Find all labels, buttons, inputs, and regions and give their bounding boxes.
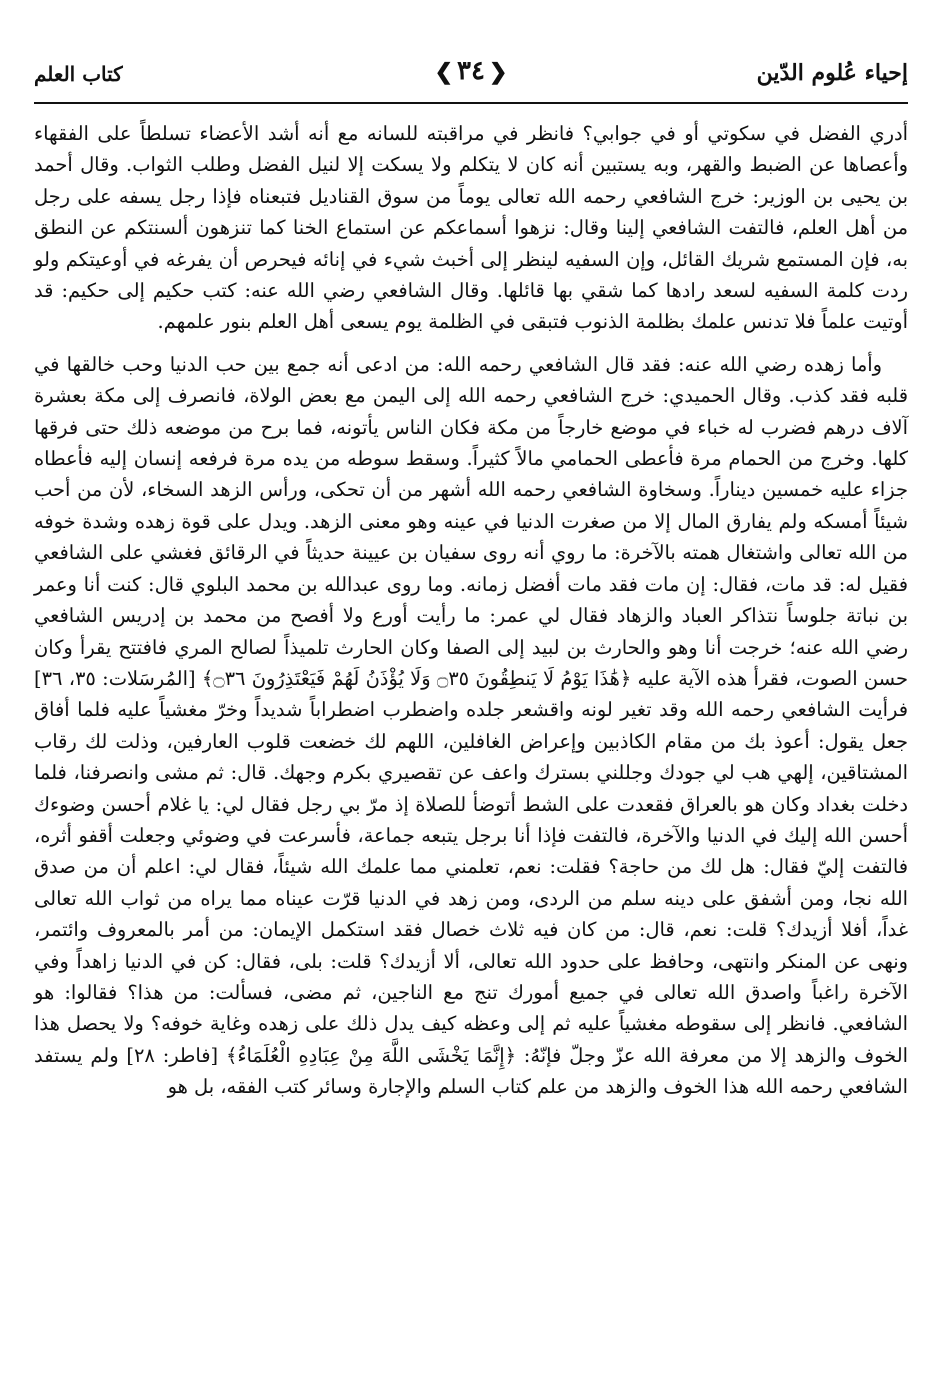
paragraph: أدري الفضل في سكوتي أو في جوابي؟ فانظر في مراقبته للسانه مع أنه أشد الأعضاء تسلطاً على الفقهاء وأعصاها عن الضبط والقهر، وبه يستبين أنه كان لا يتكلم ولا يسكت إلا لنيل الفضل وطلب الثواب. وقال أحمد بن يحيى بن الوزير: خرج الشافعي رحمه الله تعالى يوماً من سوق القناديل فتبعناه فإذا رجل يسفه على رجل من أهل العلم، فالتفت الشافعي إلينا وقال: نزهوا أسماعكم عن استماع الخنا كما تنزهون ألسنتكم عن النطق به، فإن المستمع شريك القائل، وإن السفيه لينظر إلى أخبث شيء في إنائه فيحرص أن يفرغه في أوعيتكم ولو ردت كلمة السفيه لسعد رادها كما شقي بها قائلها. وقال الشافعي رضي الله عنه: كتب حكيم إلى حكيم: قد أوتيت علماً فلا تدنس علمك بظلمة الذنوب فتبقى في الظلمة يوم يسعى أهل العلم بنور علمهم. [34, 122, 908, 334]
book-title: إحياء عُلوم الدّين [756, 60, 908, 86]
ornament-right-icon: ❯ [434, 59, 454, 85]
ornament-left-icon: ❮ [488, 59, 508, 85]
page-number-ornament [431, 56, 512, 86]
paragraph: وأما زهده رضي الله عنه: فقد قال الشافعي رحمه الله: من ادعى أنه جمع بين حب الدنيا وحب خالقها في قلبه فقد كذب. وقال الحميدي: خرج الشافعي رحمه الله إلى اليمن مع بعض الولاة، فانصرف إلى مكة بعشرة آلاف درهم فضرب له خباء في موضع خارجاً من مكة فكان الناس يأتونه، فما برح من موضعه ذلك حتى فرقها كلها. وخرج من الحمام مرة فأعطى الحمامي مالاً كثيراً. وسقط سوطه من يده مرة فرفعه إنسان إليه فأعطاه جزاء عليه خمسين ديناراً. وسخاوة الشافعي رحمه الله أشهر من أن تحكى، ورأس الزهد السخاء، لأن من أحب شيئاً أمسكه ولم يفارق المال إلا من صغرت الدنيا في عينه وهو معنى الزهد. ويدل على قوة زهده وشدة خوفه من الله تعالى واشتغال همته بالآخرة: ما روي أنه روى سفيان بن عيينة حديثاً في الرقائق فغشي على الشافعي فقيل له: قد مات، فقال: إن مات فقد مات أفضل زمانه. وما روى عبدالله بن محمد البلوي قال: كنت أنا وعمر بن نباتة جلوساً نتذاكر العباد والزهاد فقال لي عمر: ما رأيت أورع ولا أفصح من محمد بن إدريس الشافعي رضي الله عنه؛ خرجت أنا وهو والحارث بن لبيد إلى الصفا وكان الحارث تلميذاً لصالح المري فافتتح يقرأ وكان حسن الصوت، فقرأ هذه الآية عليه ﴿هَٰذَا يَوْمُ لَا يَنطِقُونَ ۝٣٥ وَلَا يُؤْذَنُ لَهُمْ فَيَعْتَذِرُونَ ۝٣٦﴾ [المُرسَلات: ٣٥، ٣٦] فرأيت الشافعي رحمه الله وقد تغير لونه واقشعر جلده واضطرب اضطراباً شديداً وخرّ مغشياً عليه فلما أفاق جعل يقول: أعوذ بك من مقام الكاذبين وإعراض الغافلين، اللهم لك خضعت قلوب العارفين، وذلت لك رقاب المشتاقين، إلهي هب لي جودك وجللني بسترك واعف عن تقصيري بكرم وجهك. قال: ثم مشى وانصرفنا، فلما دخلت بغداد وكان هو بالعراق فقعدت على الشط أتوضأ للصلاة إذ مرّ بي رجل فقال لي: يا غلام أحسن وضوءك أحسن الله إليك في الدنيا والآخرة، فالتفت فإذا أنا برجل يتبعه جماعة، فأسرعت في وضوئي وجعلت أقفو أثره، فالتفت إليّ فقال: هل لك من حاجة؟ فقلت: نعم، تعلمني مما علمك الله شيئاً، فقال لي: اعلم أن من صدق الله نجا، ومن أشفق على دينه سلم من الردى، ومن زهد في الدنيا قرّت عيناه مما يراه من ثواب الله تعالى غداً، أفلا أزيدك؟ قلت: نعم، قال: من كان فيه ثلاث خصال فقد استكمل الإيمان: من أمر بالمعروف وائتمر، ونهى عن المنكر وانتهى، وحافظ على حدود الله تعالى، ألا أزيدك؟ قلت: بلى، فقال: كن في الدنيا زاهداً وفي الآخرة راغباً واصدق الله تعالى في جميع أمورك تنج مع الناجين، ثم مضى، فسألت: من هذا؟ فقالوا: هو الشافعي. فانظر إلى سقوطه مغشياً عليه ثم إلى وعظه كيف يدل ذلك على زهده وغاية خوفه؟ ولا يحصل هذا الخوف والزهد إلا من معرفة الله عزّ وجلّ فإنّهُ: ﴿إِنَّمَا يَخْشَى اللَّهَ مِنْ عِبَادِهِ الْعُلَمَاءُ﴾ [فاطر: ٢٨] ولم يستفد الشافعي رحمه الله هذا الخوف والزهد من علم كتاب السلم والإجارة وسائر كتب الفقه، بل هو [34, 352, 908, 1099]
main-text [34, 118, 908, 1103]
page-number: ٣٤ [457, 56, 485, 86]
book-page [34, 50, 908, 1385]
section-title: كتاب العلم [34, 62, 123, 86]
page-header [34, 50, 908, 104]
